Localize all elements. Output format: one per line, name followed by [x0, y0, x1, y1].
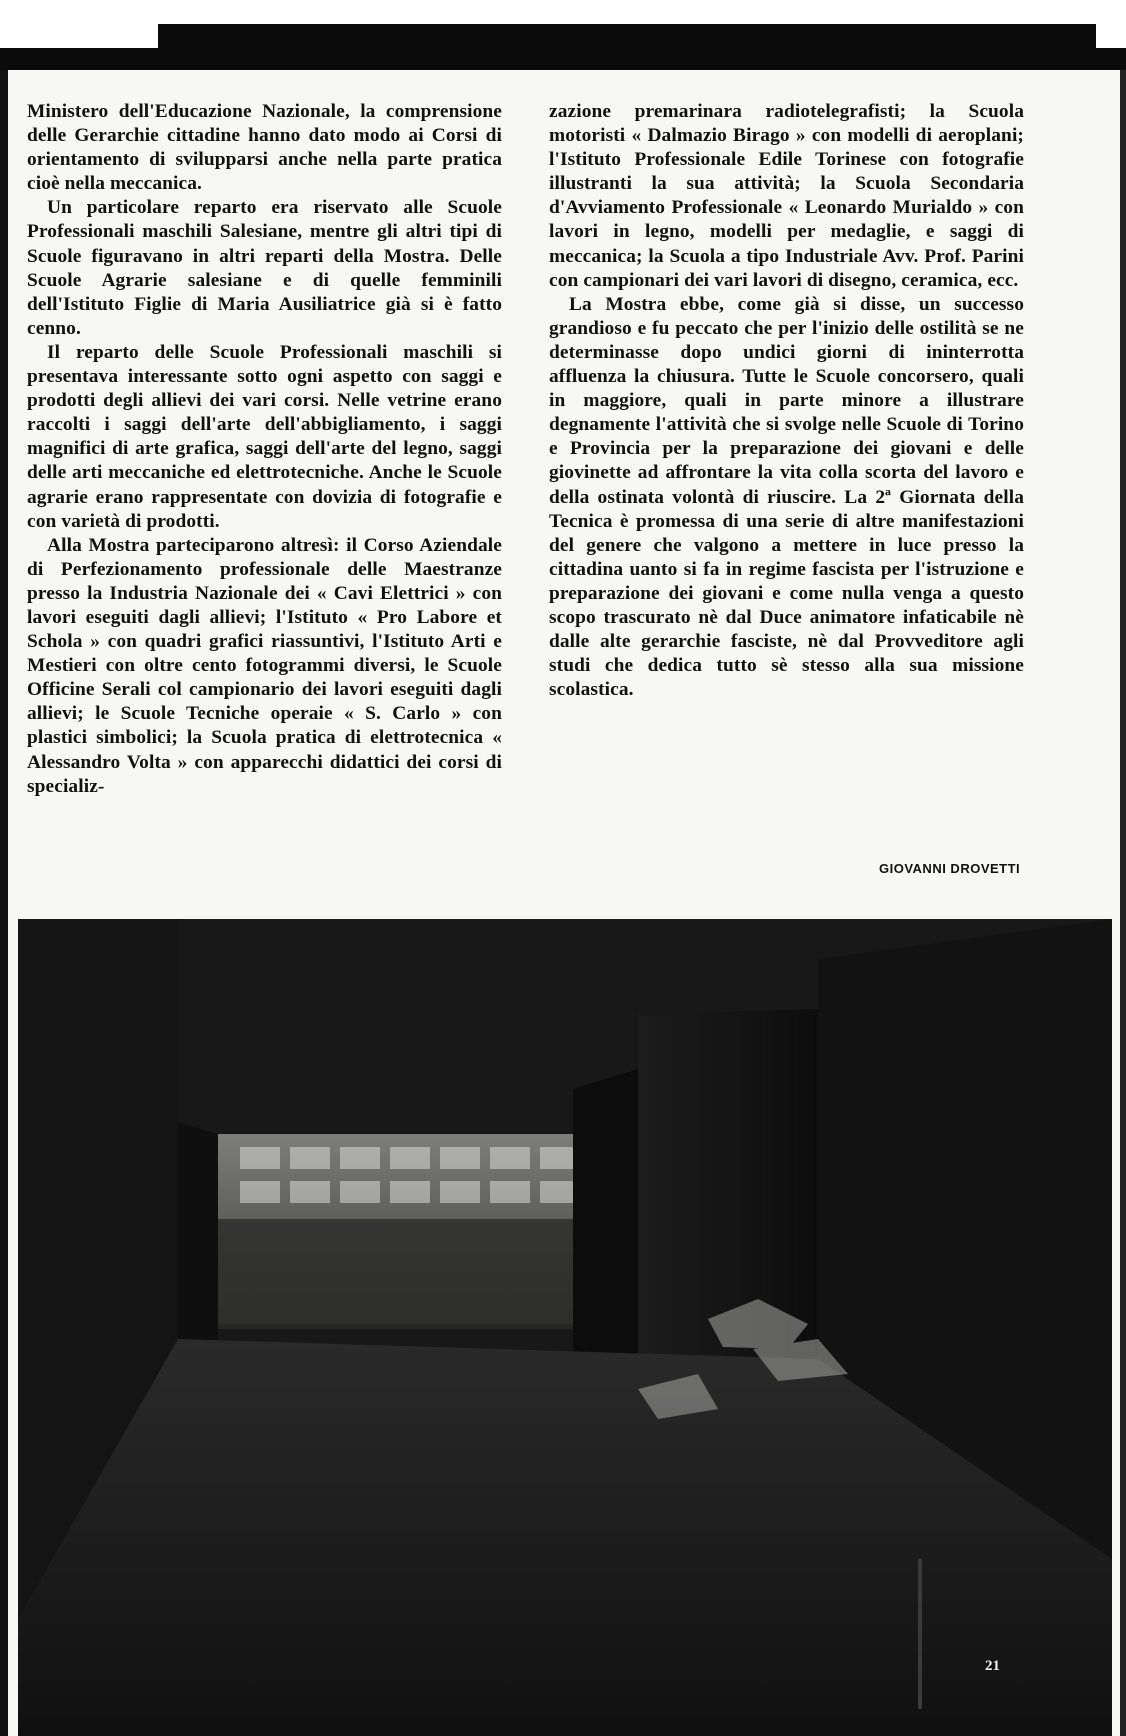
paragraph: zazione premarinara radiotelegrafisti; la Scuola motoristi « Dalmazio Birago » con modelli di aeroplani; l'Istituto Professionale Edile Torinese con fotografie illustranti la sua attività; la Scuola Secondaria d'Avviamento Professionale « Leonardo Murialdo » con lavori in legno, modelli per medaglie, e saggi di meccanica; la Scuola a tipo Industriale Avv. Prof. Parini con campionari dei vari lavori di disegno, ceramica, ecc. [549, 101, 1024, 291]
photo-scene [18, 919, 1112, 1736]
article-column-left [27, 100, 502, 799]
article-column-right [549, 100, 1024, 702]
stand-pole [918, 1559, 922, 1709]
top-black-strip [0, 48, 1126, 70]
author-byline: GIOVANNI DROVETTI [879, 861, 1021, 876]
left-scan-edge [0, 70, 8, 1736]
right-scan-edge [1120, 70, 1126, 1736]
page-number: 21 [985, 1658, 1000, 1674]
paragraph: Alla Mostra parteciparono altresì: il Corso Aziendale di Perfezionamento professionale delle Maestranze presso la Industria Nazionale dei « Cavi Elettrici » con lavori eseguiti dagli allievi; l'Istituto « Pro Labore et Schola » con quadri grafici riassuntivi, l'Istituto Arti e Mestieri con oltre cento fotogrammi diversi, le Scuole Officine Serali col campionario dei lavori eseguiti dagli allievi; le Scuole Tecniche operaie « S. Carlo » con plastici simbolici; la Scuola pratica di elettrotecnica « Alessandro Volta » con apparecchi didattici dei corsi di specializ- [27, 534, 502, 797]
exhibition-hall-photo [18, 919, 1112, 1736]
paragraph: Il reparto delle Scuole Professionali maschili si presentava interessante sotto ogni aspetto con saggi e prodotti degli allievi dei vari corsi. Nelle vetrine erano raccolti i saggi dell'arte dell'abbigliamento, i saggi magnifici di arte grafica, saggi dell'arte del legno, saggi delle arti meccaniche ed elettrotecniche. Anche le Scuole agrarie erano rappresentate con dovizia di fotografie e con varietà di prodotti. [27, 341, 502, 532]
display-cases [188, 1219, 608, 1329]
paragraph: Un particolare reparto era riservato alle Scuole Professionali maschili Salesiane, mentre gli altri tipi di Scuole figuravano in altri reparti della Mostra. Delle Scuole Agrarie salesiane e di quelle femminili dell'Istituto Figlie di Maria Ausiliatrice già si è fatto cenno. [27, 197, 502, 339]
paragraph: La Mostra ebbe, come già si disse, un successo grandioso e fu peccato che per l'inizio delle ostilità se ne determinasse dopo undici giorni di ininterrotta affluenza la chiusura. Tutte le Scuole concorsero, quali in maggiore, quali in parte minore a illustrare degnamente l'attività che si svolge nelle Scuole di Torino e Provincia per la preparazione dei giovani e delle giovinette ad affrontare la vita colla scorta del lavoro e della ostinata volontà di riuscire. La 2ª Giornata della Tecnica è promessa di una serie di altre manifestazioni del genere che valgono a mettere in luce presso la cittadina uanto si fa in regime fascista per l'istruzione e preparazione dei giovani e come nulla venga a questo scopo trascurato nè dal Duce animatore infaticabile nè dalle alte gerarchie fasciste, nè dal Provveditore agli studi che dedica tutto sè stesso alla sua missione scolastica. [549, 293, 1024, 701]
paragraph: Ministero dell'Educazione Nazionale, la comprensione delle Gerarchie cittadine hanno dato modo ai Corsi di orientamento di svilupparsi anche nella parte pratica cioè nella meccanica. [27, 101, 502, 195]
